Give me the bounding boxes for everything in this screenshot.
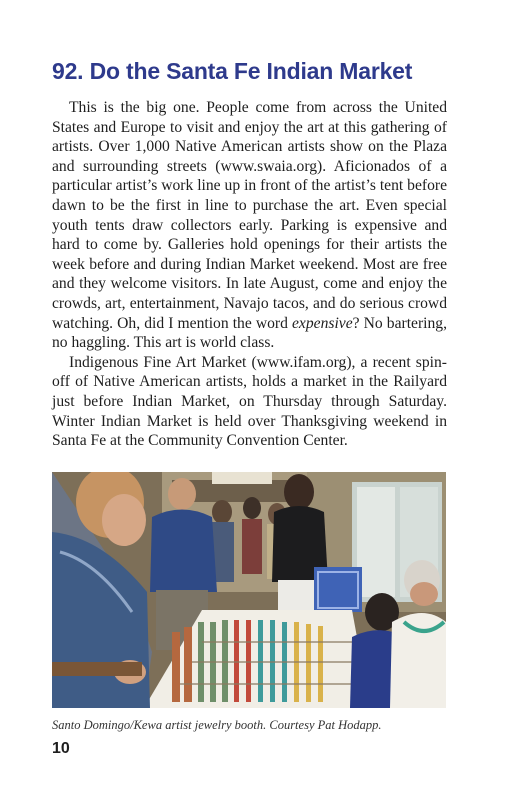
- paragraph-2: Indigenous Fine Art Market (www.ifam.org), a recent spin-off of Native American artists, holds a market in the Railyard just before Indian Market, on Thursday through Saturday. Winter Indian Market is held over Thanksgiving weekend in Santa Fe at the Community Convention Center.: [52, 353, 447, 450]
- paragraph-1-end: ? No bartering, no haggling. This art is world class.: [52, 314, 447, 352]
- paragraph-1-text: This is the big one. People come from across the United States and Europe to visit and enjoy the art at this gathering of artists. Over 1,000 Native American artists show on the Plaza and surrounding streets (www.swaia.org). Aficionados of a particular artist’s work line up in front of the artist’s tent before dawn to be the first in line to purchase the art. Even special youth tents draw collectors early. Parking is expensive and hard to come by. Galleries hold openings for their artists the week before and during Indian Market weekend. Most are free and they welcome visitors. In late August, come and enjoy the crowds, art, entertainment, Navajo tacos, and do serious crowd watching. Oh, did I mention the word: [52, 99, 447, 332]
- paragraph-1: [52, 98, 447, 353]
- photo-caption: Santo Domingo/Kewa artist jewelry booth. Courtesy Pat Hodapp.: [52, 718, 382, 732]
- emphasis-word: expensive: [292, 314, 353, 332]
- page-number: 10: [52, 740, 70, 757]
- body-text: [52, 98, 447, 451]
- market-photo: [52, 472, 446, 708]
- section-heading: 92. Do the Santa Fe Indian Market: [52, 58, 413, 84]
- market-photo-illustration: [52, 472, 446, 708]
